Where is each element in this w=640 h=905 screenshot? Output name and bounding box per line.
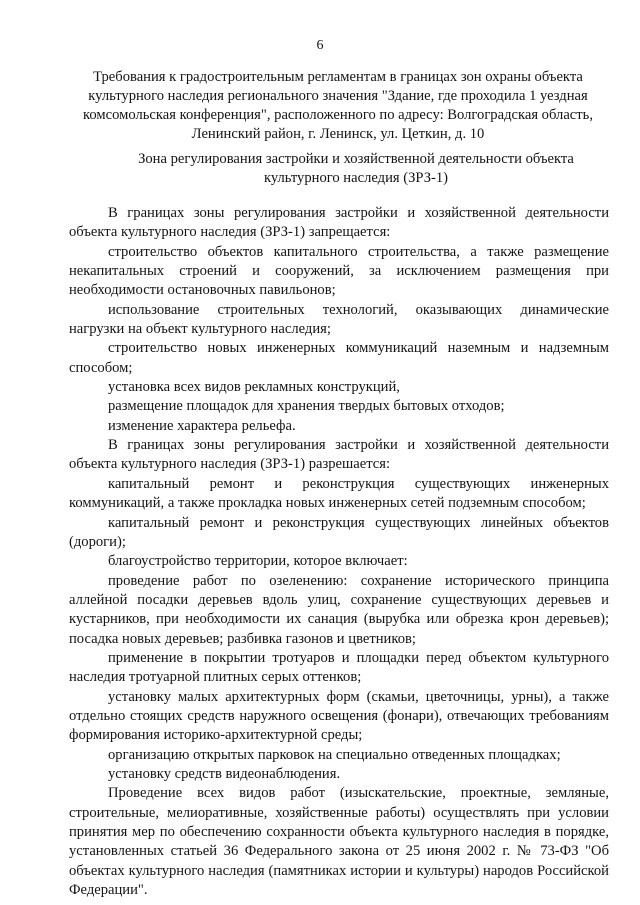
paragraph: В границах зоны регулирования застройки и хозяйственной деятельности объекта культурного наследия (ЗРЗ-1) разрешается: xyxy=(69,437,609,473)
paragraph: Проведение всех видов работ (изыскательские, проектные, земляные, строительные, мелиоративные, хозяйственные работы) осуществлять при условии принятия мер по обеспечению сохранности объекта культурного наследия в порядке, установленных статьей 36 Федерального закона от 25 июня 2002 г. № 73-ФЗ "Об объектах культурного наследия (памятниках истории и культуры) народов Российской Федерации". xyxy=(69,785,609,899)
paragraph: строительство новых инженерных коммуникаций наземным и надземным способом; xyxy=(69,340,609,376)
document-heading: Требования к градостроительным регламентам в границах зон охраны объекта культурного наследия регионального значения "Здание, где проходила 1 уездная комсомольская конференция", расположенного по адресу: Волгоградская область, Ленинский район, г. Ленинск, ул. Цеткин, д. 10 xyxy=(83,69,593,142)
paragraph: установку малых архитектурных форм (скамьи, цветочницы, урны), а также отдельно стоящих средств наружного освещения (фонари), отвечающих требованиям формирования историко-архитектурной среды; xyxy=(69,688,609,744)
paragraph: размещение площадок для хранения твердых бытовых отходов; xyxy=(108,398,505,415)
paragraph: установка всех видов рекламных конструкций, xyxy=(108,379,400,396)
zone-subheading: Зона регулирования застройки и хозяйственной деятельности объекта культурного наследия (ЗРЗ-1) xyxy=(138,151,574,186)
paragraph: установку средств видеонаблюдения. xyxy=(108,765,341,782)
paragraph: капитальный ремонт и реконструкция существующих инженерных коммуникаций, а также прокладка новых инженерных сетей подземным способом; xyxy=(69,475,609,512)
paragraph: благоустройство территории, которое включает: xyxy=(108,553,408,570)
page-number: 6 xyxy=(316,38,324,53)
paragraph: изменение характера рельефа. xyxy=(108,417,296,434)
paragraph: капитальный ремонт и реконструкция существующих линейных объектов (дороги); xyxy=(69,514,609,550)
paragraph: использование строительных технологий, оказывающих динамические нагрузки на объект культурного наследия; xyxy=(69,301,609,338)
paragraph: строительство объектов капитального строительства, а также размещение некапитальных строений и сооружений, за исключением размещения при необходимости остановочных павильонов; xyxy=(69,243,609,299)
paragraph: применение в покрытии тротуаров и площадки перед объектом культурного наследия тротуарной плитных серых оттенков; xyxy=(69,649,609,686)
paragraph: В границах зоны регулирования застройки и хозяйственной деятельности объекта культурного наследия (ЗРЗ-1) запрещается: xyxy=(69,205,609,241)
paragraph: проведение работ по озеленению: сохранение исторического принципа аллейной посадки деревьев вдоль улиц, сохранение существующих деревьев и кустарников, при необходимости их санация (вырубка или обрезка крон деревьев); посадка новых деревьев; разбивка газонов и цветников; xyxy=(69,572,609,647)
document-body xyxy=(69,204,609,900)
paragraph: организацию открытых парковок на специально отведенных площадках; xyxy=(108,746,561,763)
